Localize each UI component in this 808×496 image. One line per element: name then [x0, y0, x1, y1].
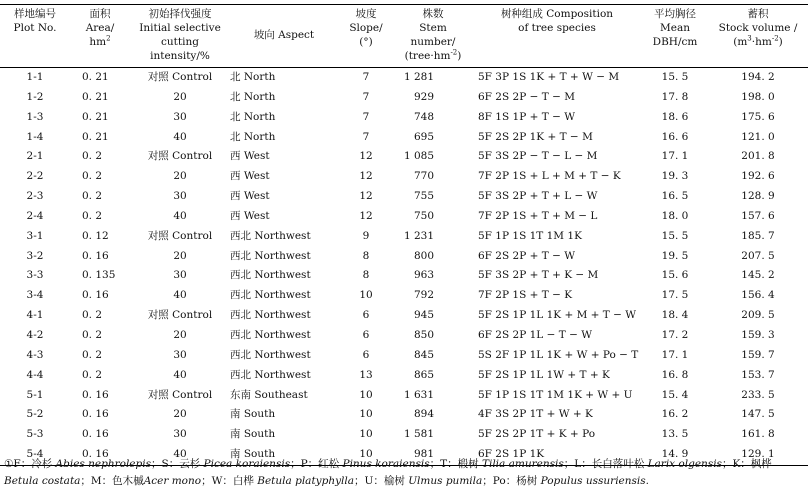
cell-stem: 981	[394, 445, 472, 465]
cell-intensity: 40	[173, 289, 187, 302]
cell-area: 0. 2	[82, 190, 103, 203]
cell-aspect: 西北 Northwest	[230, 269, 311, 282]
plot-table	[0, 4, 808, 466]
header-area-unit-sup: 2	[106, 34, 111, 43]
cell-area: 0. 16	[82, 388, 109, 401]
cell-composition: 7F 2P 1S + L + M + T − K	[478, 170, 621, 183]
table-row	[0, 128, 808, 148]
cell-volume: 145. 2	[741, 269, 775, 282]
footnote-species-latin: Ulmus pumila	[408, 475, 483, 487]
table-row	[0, 247, 808, 267]
cell-slope: 10	[359, 428, 373, 441]
cell-slope: 10	[359, 289, 373, 302]
footnote-text: ；U：榆树	[354, 475, 409, 487]
cell-volume: 159. 7	[741, 348, 775, 361]
cell-plot: 4-1	[26, 309, 44, 322]
cell-composition: 5F 1P 1S 1T 1M 1K + W + U	[478, 388, 633, 401]
cell-composition: 5F 3S 2P + T + L − W	[478, 190, 598, 203]
cell-aspect: 西 West	[230, 190, 270, 203]
cell-area: 0. 2	[82, 150, 103, 163]
cell-slope: 7	[362, 71, 370, 83]
header-slope-en1: Slope/	[349, 22, 383, 34]
cell-slope: 7	[362, 130, 370, 143]
cell-composition: 5F 2S 1P 1L 1W + T + K	[478, 368, 610, 381]
cell-plot: 2-4	[26, 209, 44, 222]
cell-plot: 1-3	[26, 110, 44, 123]
cell-stem: 929	[413, 90, 434, 103]
cell-slope: 6	[362, 309, 370, 322]
header-stem-unit	[396, 49, 470, 63]
header-aspect	[230, 5, 338, 68]
cell-stem: 1 085	[403, 150, 434, 163]
cell-aspect: 西北 Northwest	[230, 249, 311, 262]
cell-stem: 792	[413, 289, 434, 302]
cell-intensity: 30	[173, 269, 187, 282]
cell-dbh: 16. 8	[661, 368, 689, 381]
cell-plot: 3-4	[26, 289, 44, 302]
cell-slope: 8	[362, 249, 370, 262]
footnote-text: ；L：长白落叶松	[563, 458, 648, 470]
cell-area: 0. 12	[82, 229, 109, 242]
cell-volume: 121. 0	[741, 130, 775, 143]
cell-dbh: 13. 5	[661, 428, 689, 441]
table-row	[0, 167, 808, 187]
cell-area: 0. 135	[82, 269, 116, 282]
cell-stem: 770	[413, 170, 434, 183]
footnote-species-latin: Pinus koraiensis	[342, 458, 430, 470]
header-volume-unit-a: (m	[733, 36, 748, 48]
cell-stem: 865	[413, 368, 434, 381]
cell-slope: 9	[362, 229, 370, 242]
table-row	[0, 405, 808, 425]
cell-intensity: 20	[173, 328, 187, 341]
cell-aspect: 南 South	[230, 445, 338, 465]
cell-volume: 201. 8	[741, 150, 775, 163]
cell-volume: 153. 7	[741, 368, 775, 381]
cell-composition: 5F 3S 2P − T − L − M	[478, 150, 598, 163]
cell-stem: 1 581	[403, 428, 434, 441]
footnote-text: ；K：枫桦	[721, 458, 772, 470]
footnote-text: ①F：冷杉	[4, 458, 56, 470]
header-stem-en1: Stem number/	[410, 22, 456, 48]
table-row	[0, 207, 808, 227]
header-composition-en1: 树种组成 Composition	[500, 8, 614, 20]
cell-dbh: 16. 2	[661, 408, 689, 421]
cell-aspect: 西 West	[230, 209, 270, 222]
cell-volume: 147. 5	[741, 408, 775, 421]
header-intensity-en2: cutting intensity/%	[150, 36, 210, 62]
cell-area: 0. 21	[82, 130, 109, 143]
cell-composition: 5S 2F 1P 1L 1K + W + Po − T	[478, 348, 639, 361]
header-volume-zh: 蓄积	[747, 8, 769, 20]
cell-plot: 3-2	[26, 249, 44, 262]
cell-stem: 748	[413, 110, 434, 123]
cell-dbh: 17. 8	[661, 90, 689, 103]
cell-plot: 3-1	[26, 229, 44, 242]
footnote-text: ；T：椴树	[429, 458, 482, 470]
cell-intensity: 20	[173, 408, 187, 421]
cell-slope: 6	[362, 348, 370, 361]
header-area-unit	[72, 35, 128, 49]
cell-aspect: 西北 Northwest	[230, 289, 311, 302]
cell-stem: 695	[413, 130, 434, 143]
cell-slope: 6	[362, 328, 370, 341]
cell-dbh: 15. 6	[661, 269, 689, 282]
cell-stem: 755	[413, 190, 434, 203]
cell-plot: 4-4	[26, 368, 44, 381]
table-footnote	[4, 456, 804, 490]
cell-dbh: 17. 2	[661, 328, 689, 341]
cell-volume: 185. 7	[741, 229, 775, 242]
cell-composition: 5F 3S 2P + T + K − M	[478, 269, 599, 282]
header-composition	[472, 5, 642, 68]
cell-composition: 7F 2P 1S + T − K	[478, 289, 573, 302]
footnote-species-latin: Picea koraiensis	[203, 458, 291, 470]
cell-composition: 7F 2P 1S + T + M − L	[478, 209, 598, 222]
table-row	[0, 286, 808, 306]
cell-area: 0. 21	[82, 110, 109, 123]
cell-dbh: 15. 4	[661, 388, 689, 401]
cell-aspect: 西北 Northwest	[230, 309, 311, 322]
cell-aspect: 西北 Northwest	[230, 328, 311, 341]
cell-volume: 198. 0	[741, 90, 775, 103]
header-volume-unit-sup1: 3	[747, 34, 752, 43]
cell-dbh: 17. 1	[661, 348, 689, 361]
header-slope-en2: (°)	[359, 36, 373, 48]
footnote-species-latin: Abies nephrolepis	[55, 458, 151, 470]
cell-plot: 5-4	[0, 445, 70, 465]
footnote-text: .	[645, 475, 650, 487]
header-slope	[338, 5, 394, 68]
table-row	[0, 147, 808, 167]
cell-composition: 5F 2S 2P 1T + K + Po	[478, 428, 596, 441]
cell-stem: 963	[413, 269, 434, 282]
cell-composition: 5F 3P 1S 1K + T + W − M	[478, 71, 620, 83]
cell-slope: 10	[359, 388, 373, 401]
cell-composition: 5F 2S 2P 1K + T − M	[478, 130, 593, 143]
cell-plot: 1-4	[26, 130, 44, 143]
cell-aspect: 南 South	[230, 428, 276, 441]
header-dbh-zh: 平均胸径	[654, 8, 696, 20]
cell-dbh: 19. 5	[661, 249, 689, 262]
cell-area: 0. 2	[82, 209, 103, 222]
footnote-text: ；M：色木槭	[80, 475, 144, 487]
footnote-text: ；P：红松	[290, 458, 343, 470]
cell-intensity: 40	[173, 368, 187, 381]
cell-area: 0. 16	[70, 445, 130, 465]
cell-slope: 7	[362, 110, 370, 123]
header-dbh-en2: DBH/cm	[652, 36, 698, 48]
cell-intensity: 对照 Control	[147, 309, 213, 322]
header-area-zh: 面积	[89, 8, 111, 20]
cell-slope: 13	[359, 368, 373, 381]
table-row	[0, 386, 808, 406]
table-row	[0, 187, 808, 207]
cell-plot: 5-3	[26, 428, 44, 441]
cell-stem: 750	[413, 209, 434, 222]
header-area-en: Area/	[85, 22, 115, 34]
cell-aspect: 西北 Northwest	[230, 229, 311, 242]
table-row	[0, 306, 808, 326]
cell-stem: 850	[413, 328, 434, 341]
header-stem-unit-a: (tree·hm	[404, 50, 451, 62]
cell-area: 0. 2	[82, 170, 103, 183]
cell-volume: 175. 6	[741, 110, 775, 123]
header-volume-en1: Stock volume /	[718, 22, 798, 34]
cell-area: 0. 2	[82, 328, 103, 341]
cell-plot: 2-3	[26, 190, 44, 203]
cell-stem: 845	[413, 348, 434, 361]
cell-composition: 4F 3S 2P 1T + W + K	[478, 408, 593, 421]
cell-plot: 2-1	[26, 150, 44, 163]
cell-composition: 6F 2S 1P 1K	[472, 445, 642, 465]
cell-intensity: 30	[173, 190, 187, 203]
footnote-species-latin: Populus ussuriensis	[540, 475, 646, 487]
cell-plot: 3-3	[26, 269, 44, 282]
header-area-unit-base: hm	[89, 36, 107, 48]
cell-dbh: 15. 5	[661, 71, 689, 83]
header-intensity-zh: 初始择伐强度	[148, 8, 212, 20]
cell-dbh: 16. 6	[661, 130, 689, 143]
footnote-species-latin: Acer mono	[143, 475, 202, 487]
cell-slope: 12	[359, 170, 373, 183]
cell-plot: 1-1	[26, 71, 44, 83]
cell-stem: 945	[413, 309, 434, 322]
cell-volume: 192. 6	[741, 170, 775, 183]
cell-area: 0. 21	[82, 90, 109, 103]
cell-plot: 4-2	[26, 328, 44, 341]
footnote-species-latin: Betula costata	[4, 475, 81, 487]
footnote-species-latin: Tilia amurensis	[481, 458, 564, 470]
cell-composition: 5F 1P 1S 1T 1M 1K	[478, 229, 582, 242]
cell-slope: 12	[359, 150, 373, 163]
table-body	[0, 68, 808, 466]
cell-dbh: 18. 0	[661, 209, 689, 222]
cell-aspect: 北 North	[230, 130, 276, 143]
cell-area: 0. 21	[82, 71, 109, 83]
header-dbh-en1: Mean	[660, 22, 690, 34]
header-stem-unit-b: )	[457, 50, 462, 62]
cell-volume: 159. 3	[741, 328, 775, 341]
cell-intensity: 对照 Control	[147, 388, 213, 401]
cell-stem: 1 231	[403, 229, 434, 242]
cell-composition: 6F 2S 2P − T − M	[478, 90, 575, 103]
cell-volume: 233. 5	[741, 388, 775, 401]
cell-intensity: 30	[173, 428, 187, 441]
cell-composition: 6F 2S 2P 1L − T − W	[478, 328, 592, 341]
cell-area: 0. 16	[82, 249, 109, 262]
header-volume	[708, 5, 808, 68]
cell-slope: 12	[359, 209, 373, 222]
cell-plot: 1-2	[26, 90, 44, 103]
header-volume-unit-c: )	[778, 36, 783, 48]
table-row	[0, 425, 808, 445]
header-dbh	[642, 5, 708, 68]
table-row	[0, 266, 808, 286]
cell-area: 0. 2	[82, 348, 103, 361]
cell-volume: 128. 9	[741, 190, 775, 203]
cell-stem: 894	[413, 408, 434, 421]
cell-dbh: 17. 5	[661, 289, 689, 302]
table-row	[0, 108, 808, 128]
cell-aspect: 北 North	[230, 110, 276, 123]
cell-slope: 10	[359, 408, 373, 421]
cell-slope: 12	[359, 190, 373, 203]
table-row	[0, 366, 808, 386]
table-row	[0, 88, 808, 108]
footnote-text: ；S：云杉	[151, 458, 204, 470]
cell-slope: 8	[362, 269, 370, 282]
cell-composition: 8F 1S 1P + T − W	[478, 110, 576, 123]
cell-stem: 800	[413, 249, 434, 262]
cell-slope: 10	[338, 445, 394, 465]
cell-intensity: 30	[173, 348, 187, 361]
table-row	[0, 227, 808, 247]
cell-intensity: 40	[130, 445, 230, 465]
cell-volume: 209. 5	[741, 309, 775, 322]
header-volume-unit	[710, 35, 806, 49]
cell-intensity: 30	[173, 110, 187, 123]
cell-dbh: 14. 9	[642, 445, 708, 465]
header-stem	[394, 5, 472, 68]
cell-area: 0. 16	[82, 428, 109, 441]
cell-volume: 161. 8	[741, 428, 775, 441]
cell-intensity: 20	[173, 90, 187, 103]
footnote-text: ；Po：杨树	[482, 475, 541, 487]
header-intensity	[130, 5, 230, 68]
cell-stem: 1 281	[403, 71, 434, 83]
cell-composition: 6F 2S 2P + T − W	[478, 249, 576, 262]
cell-dbh: 18. 4	[661, 309, 689, 322]
cell-aspect: 东南 Southeast	[230, 388, 308, 401]
cell-area: 0. 2	[82, 309, 103, 322]
header-stem-zh: 株数	[422, 8, 444, 20]
cell-stem: 1 631	[403, 388, 434, 401]
cell-intensity: 对照 Control	[147, 71, 213, 83]
header-stem-unit-sup: -2	[450, 48, 458, 57]
cell-dbh: 16. 5	[661, 190, 689, 203]
header-intensity-en1: Initial selective	[139, 22, 221, 34]
cell-aspect: 南 South	[230, 408, 276, 421]
cell-volume: 194. 2	[741, 71, 775, 83]
header-plot	[0, 5, 70, 68]
cell-volume: 207. 5	[741, 249, 775, 262]
header-volume-unit-sup2: -2	[771, 34, 779, 43]
cell-plot: 4-3	[26, 348, 44, 361]
table-row	[0, 346, 808, 366]
cell-intensity: 20	[173, 170, 187, 183]
cell-aspect: 西 West	[230, 150, 270, 163]
cell-volume: 156. 4	[741, 289, 775, 302]
cell-plot: 5-1	[26, 388, 44, 401]
cell-dbh: 15. 5	[661, 229, 689, 242]
cell-dbh: 18. 6	[661, 110, 689, 123]
cell-aspect: 北 North	[230, 90, 276, 103]
cell-intensity: 对照 Control	[147, 150, 213, 163]
cell-area: 0. 16	[82, 289, 109, 302]
cell-intensity: 对照 Control	[147, 229, 213, 242]
header-volume-unit-b: ·hm	[751, 36, 772, 48]
cell-intensity: 20	[173, 249, 187, 262]
cell-aspect: 西北 Northwest	[230, 348, 311, 361]
cell-volume: 157. 6	[741, 209, 775, 222]
cell-plot: 5-2	[26, 408, 44, 421]
cell-volume: 129. 1	[708, 445, 808, 465]
cell-aspect: 西 West	[230, 170, 270, 183]
header-area	[70, 5, 130, 68]
cell-area: 0. 2	[82, 368, 103, 381]
footnote-text: ；W：白桦	[201, 475, 258, 487]
header-composition-en2: of tree species	[518, 22, 596, 34]
table-header	[0, 5, 808, 68]
footnote-species-latin: Betula platyphylla	[257, 475, 354, 487]
cell-intensity: 40	[173, 130, 187, 143]
cell-dbh: 19. 3	[661, 170, 689, 183]
header-aspect-zh: 坡向 Aspect	[253, 29, 315, 41]
table-row	[0, 68, 808, 88]
cell-area: 0. 16	[82, 408, 109, 421]
header-slope-zh: 坡度	[355, 8, 377, 20]
cell-composition: 5F 2S 1P 1L 1K + M + T − W	[478, 309, 637, 322]
header-plot-en: Plot No.	[13, 22, 57, 34]
cell-aspect: 西北 Northwest	[230, 368, 311, 381]
header-plot-zh: 样地编号	[14, 8, 56, 20]
cell-plot: 2-2	[26, 170, 44, 183]
cell-dbh: 17. 1	[661, 150, 689, 163]
table-row	[0, 326, 808, 346]
cell-aspect: 北 North	[230, 71, 276, 83]
cell-intensity: 40	[173, 209, 187, 222]
cell-slope: 7	[362, 90, 370, 103]
footnote-species-latin: Larix olgensis	[647, 458, 722, 470]
